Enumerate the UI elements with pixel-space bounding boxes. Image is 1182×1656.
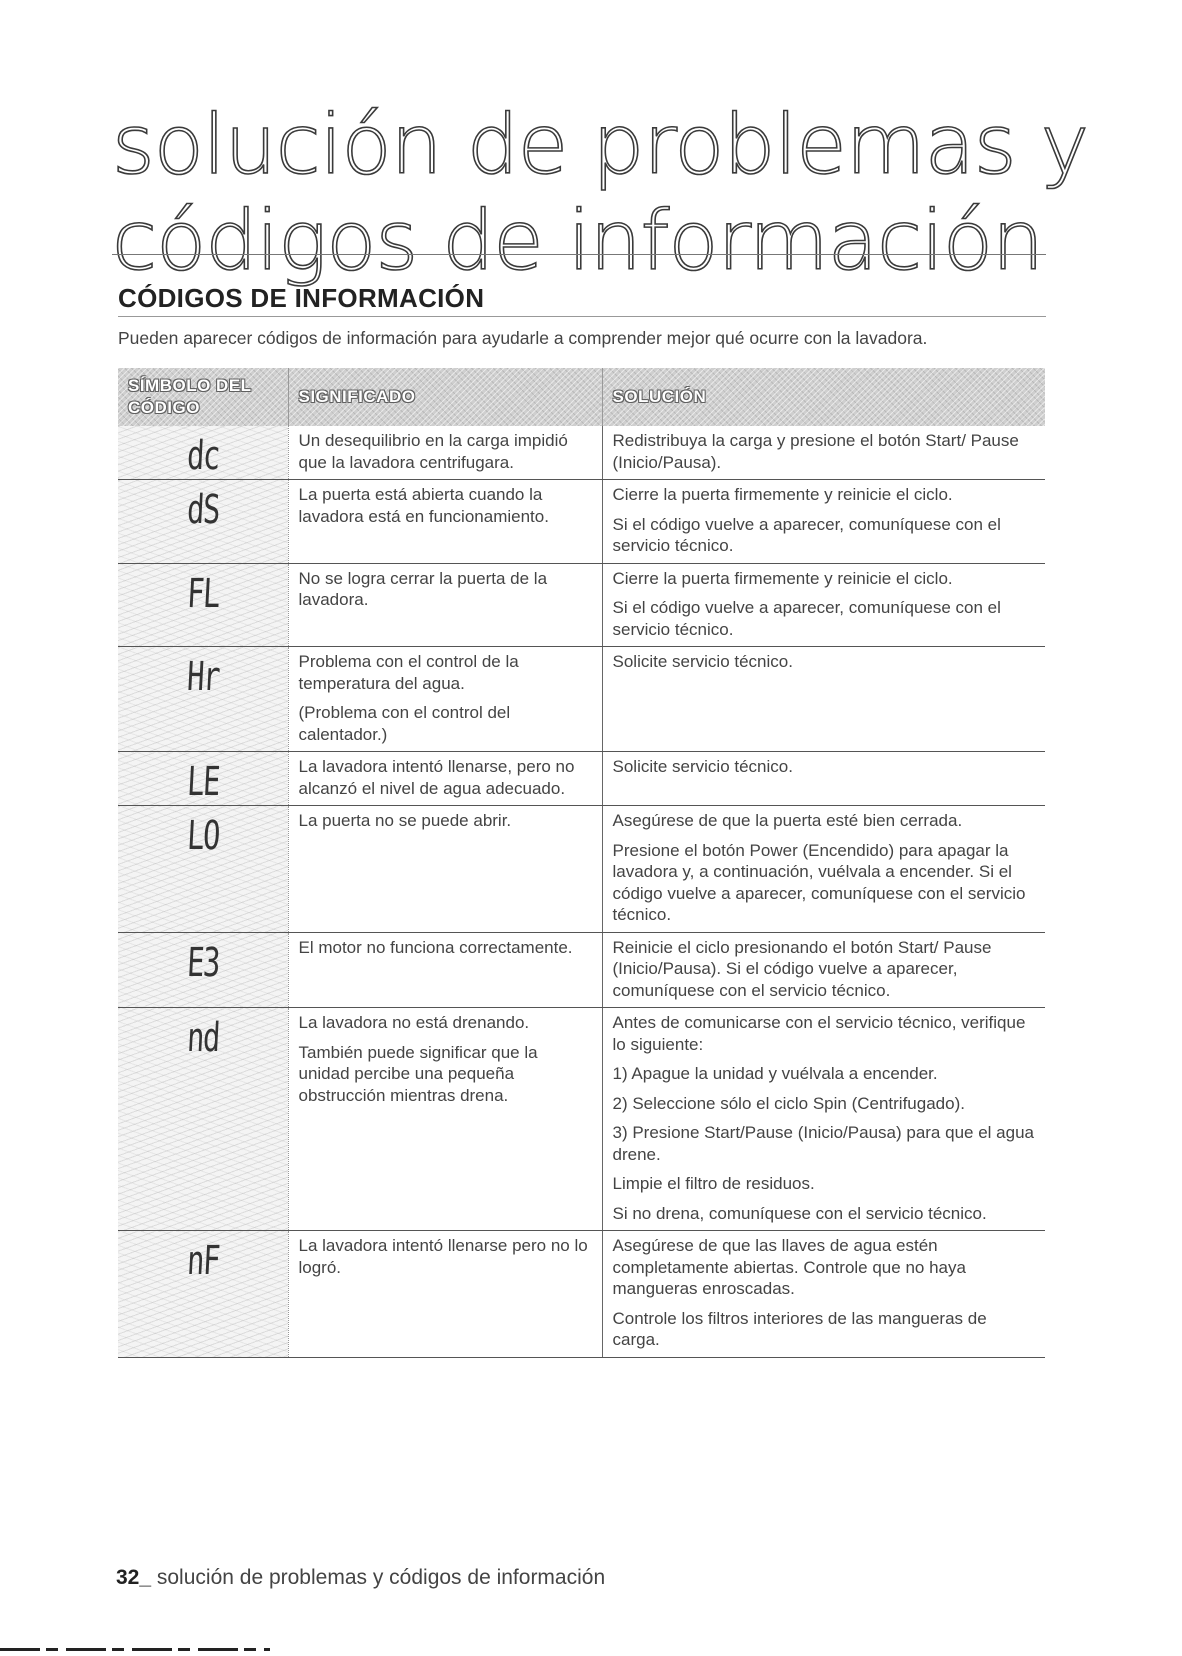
table-row	[118, 806, 1045, 933]
solution-text: Solicite servicio técnico.	[612, 652, 793, 671]
header-meaning: SIGNIFICADO	[288, 368, 602, 426]
solution-text: Limpie el filtro de residuos.	[612, 1174, 815, 1193]
solution-cell	[602, 932, 1045, 1008]
code-symbol-cell	[118, 480, 288, 564]
code-symbol: nF	[185, 1238, 220, 1284]
solution-text: 1) Apague la unidad y vuélvala a encender.	[612, 1064, 938, 1083]
code-symbol-cell	[118, 647, 288, 752]
solution-text: Si el código vuelve a aparecer, comuníquese con el servicio técnico.	[612, 514, 1001, 555]
meaning-text: Un desequilibrio en la carga impidió que la lavadora centrifugara.	[298, 431, 568, 472]
solution-text: Controle los filtros interiores de las mangueras de carga.	[612, 1308, 987, 1349]
code-symbol: nd	[185, 1015, 220, 1061]
meaning-cell	[288, 932, 602, 1008]
table-header-row	[118, 368, 1045, 426]
solution-text: Redistribuya la carga y presione el botón Start/ Pause (Inicio/Pausa).	[612, 431, 1019, 472]
meaning-text: (Problema con el control del calentador.)	[298, 703, 511, 744]
solution-text: Presione el botón Power (Encendido) para apagar la lavadora y, a continuación, vuélvala a encender. Si el código vuelve a aparecer, comuníquese con el servicio técnico.	[612, 840, 1026, 924]
meaning-text: El motor no funciona correctamente.	[298, 937, 573, 957]
solution-text: Si no drena, comuníquese con el servicio técnico.	[612, 1203, 987, 1223]
title-divider	[112, 254, 1046, 255]
meaning-cell	[288, 426, 602, 480]
solution-cell	[602, 480, 1045, 564]
code-symbol: LO	[185, 813, 220, 859]
solution-cell	[602, 752, 1045, 806]
header-symbol: SÍMBOLO DEL CÓDIGO	[118, 368, 288, 426]
code-symbol-cell	[118, 1008, 288, 1231]
meaning-text: La lavadora intentó llenarse pero no lo logró.	[298, 1236, 588, 1277]
meaning-cell	[288, 752, 602, 806]
solution-cell	[602, 806, 1045, 933]
solution-text: 3) Presione Start/Pause (Inicio/Pausa) para que el agua drene.	[612, 1123, 1034, 1164]
code-symbol: FL	[185, 570, 220, 617]
solution-cell	[602, 1231, 1045, 1358]
table-row	[118, 426, 1045, 480]
section-divider	[118, 316, 1046, 317]
code-symbol-cell	[118, 932, 288, 1008]
solution-cell	[602, 1008, 1045, 1231]
table-row	[118, 932, 1045, 1008]
meaning-text: No se logra cerrar la puerta de la lavadora.	[298, 568, 548, 609]
table-row	[118, 752, 1045, 806]
solution-text: Antes de comunicarse con el servicio técnico, verifique lo siguiente:	[612, 1013, 1026, 1054]
table-row	[118, 1231, 1045, 1358]
meaning-cell	[288, 563, 602, 647]
meaning-text: La puerta está abierta cuando la lavadora está en funcionamiento.	[298, 485, 549, 526]
header-solution: SOLUCIÓN	[602, 368, 1045, 426]
solution-cell	[602, 563, 1045, 647]
meaning-text: Problema con el control de la temperatura del agua.	[298, 652, 519, 693]
code-symbol: dS	[185, 487, 220, 533]
solution-text: Cierre la puerta firmemente y reinicie el ciclo.	[612, 485, 953, 504]
solution-text: Reinicie el ciclo presionando el botón Start/ Pause (Inicio/Pausa). Si el código vuelve a aparecer, comuníquese con el servicio técnico.	[612, 937, 992, 1000]
code-symbol-cell	[118, 563, 288, 647]
meaning-cell	[288, 647, 602, 752]
page-title	[112, 98, 1088, 290]
meaning-cell	[288, 1231, 602, 1358]
code-symbol: Hr	[185, 654, 220, 700]
meaning-cell	[288, 806, 602, 933]
meaning-cell	[288, 480, 602, 564]
meaning-text: También puede significar que la unidad percibe una pequeña obstrucción mientras drena.	[298, 1042, 538, 1105]
table-row	[118, 647, 1045, 752]
table-row	[118, 1008, 1045, 1231]
solution-cell	[602, 426, 1045, 480]
solution-text: Si el código vuelve a aparecer, comuníquese con el servicio técnico.	[612, 598, 1001, 639]
intro-text: Pueden aparecer códigos de información para ayudarle a comprender mejor qué ocurre con la lavadora.	[118, 328, 928, 348]
table-row	[118, 480, 1045, 564]
code-symbol-cell	[118, 1231, 288, 1358]
page-number: 32_	[116, 1566, 152, 1589]
solution-cell	[602, 647, 1045, 752]
print-crop-marks	[0, 1648, 270, 1651]
footer-text: solución de problemas y códigos de información	[151, 1566, 606, 1589]
code-symbol: E3	[185, 939, 220, 986]
code-symbol-cell	[118, 426, 288, 480]
meaning-text: La lavadora no está drenando.	[298, 1013, 530, 1032]
section-heading: CÓDIGOS DE INFORMACIÓN	[118, 283, 485, 313]
solution-text: 2) Seleccione sólo el ciclo Spin (Centrifugado).	[612, 1093, 965, 1113]
meaning-cell	[288, 1008, 602, 1231]
info-codes-table	[118, 368, 1045, 1358]
page-footer	[116, 1566, 605, 1590]
code-symbol: LE	[185, 759, 220, 805]
page-title-line-2: códigos de información	[112, 194, 1044, 289]
meaning-text: La puerta no se puede abrir.	[298, 811, 512, 830]
solution-text: Asegúrese de que las llaves de agua estén completamente abiertas. Controle que no haya mangueras enroscadas.	[612, 1236, 966, 1298]
table-row	[118, 563, 1045, 647]
solution-text: Solicite servicio técnico.	[612, 757, 793, 776]
code-symbol: dc	[185, 433, 220, 479]
code-symbol-cell	[118, 752, 288, 806]
solution-text: Asegúrese de que la puerta esté bien cerrada.	[612, 811, 963, 830]
code-symbol-cell	[118, 806, 288, 933]
solution-text: Cierre la puerta firmemente y reinicie el ciclo.	[612, 568, 953, 588]
page-title-line-1: solución de problemas y	[112, 98, 1089, 193]
meaning-text: La lavadora intentó llenarse, pero no alcanzó el nivel de agua adecuado.	[298, 757, 575, 798]
